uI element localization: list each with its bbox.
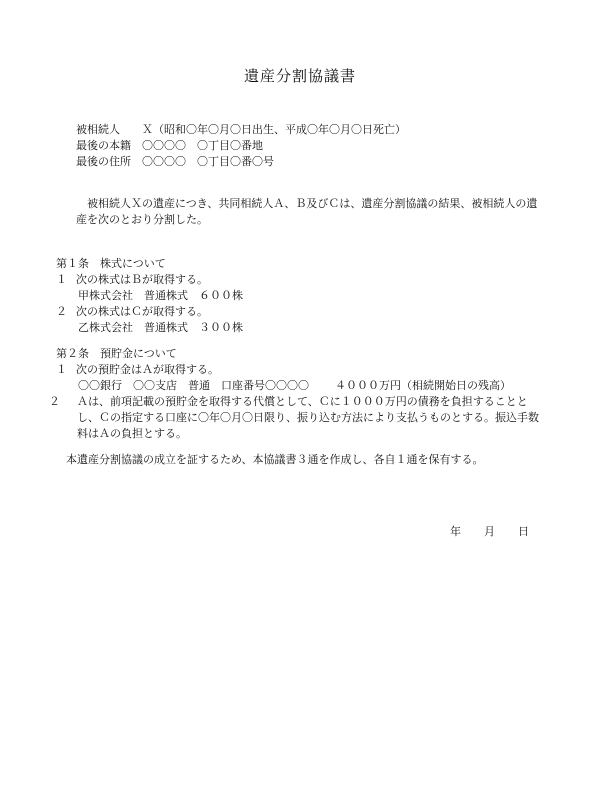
article-2 <box>49 346 546 442</box>
deceased-domicile-row <box>76 138 546 154</box>
article-2-item-2-text: Ａは、前項記載の預貯金を取得する代償として、Ｃに１０００万円の債務を負担することとし、Ｃの指定する口座に〇年〇月〇日限り、振り込む方法により支払うものとする。振込手数料はＡの負担とする。 <box>77 395 539 440</box>
document-title: 遺産分割協議書 <box>243 67 356 85</box>
article-1-item-1 <box>56 272 546 288</box>
closing-statement: 本遺産分割協議の成立を証するため、本協議書３通を作成し、各自１通を保有する。 <box>66 453 484 466</box>
date-month-label: 月 <box>484 525 495 538</box>
article-1-item-1-detail: 甲株式会社 普通株式 ６００株 <box>78 289 243 302</box>
article-2-heading: 第２条 預貯金について <box>56 347 177 360</box>
article-2-item-2-number: ２ <box>49 395 60 408</box>
deceased-name-value: Ｘ（昭和〇年〇月〇日出生、平成〇年〇月〇日死亡） <box>142 123 406 136</box>
deceased-address-value: 〇〇〇〇 〇丁目〇番〇号 <box>142 155 274 168</box>
deceased-name-label: 被相続人 <box>76 123 120 136</box>
deceased-info <box>76 122 546 170</box>
article-1-heading: 第１条 株式について <box>56 257 166 270</box>
preamble-paragraph: 被相続人Ｘの遺産につき、共同相続人Ａ、Ｂ及びＣは、遺産分割協議の結果、被相続人の遺産を次のとおり分割した。 <box>76 197 538 226</box>
article-2-item-1-detail <box>56 378 546 394</box>
bank-account-detail: 〇〇銀行 〇〇支店 普通 口座番号〇〇〇〇 <box>78 379 309 392</box>
date-year-label: 年 <box>450 525 461 538</box>
deceased-name-row <box>76 122 546 138</box>
date-day-label: 日 <box>518 525 529 538</box>
article-1-item-1-text: 次の株式はＢが取得する。 <box>76 273 208 286</box>
article-1-item-2 <box>56 304 546 320</box>
article-2-item-1-number: １ <box>56 363 67 376</box>
deceased-address-label: 最後の住所 <box>76 155 131 168</box>
article-1-item-2-text: 次の株式はＣが取得する。 <box>76 305 208 318</box>
deceased-address-row <box>76 154 546 170</box>
deposit-amount: ４０００万円（相続開始日の残高） <box>335 379 511 392</box>
article-2-item-2 <box>49 394 546 442</box>
article-1 <box>56 256 546 336</box>
article-1-item-2-detail: 乙株式会社 普通株式 ３００株 <box>78 321 243 334</box>
deceased-domicile-value: 〇〇〇〇 〇丁目〇番地 <box>142 139 263 152</box>
article-1-item-2-number: ２ <box>56 305 67 318</box>
article-1-item-1-number: １ <box>56 273 67 286</box>
article-2-item-1-text: 次の預貯金はＡが取得する。 <box>76 363 219 376</box>
article-2-item-1 <box>56 362 546 378</box>
deceased-domicile-label: 最後の本籍 <box>76 139 131 152</box>
signing-date <box>450 524 550 540</box>
